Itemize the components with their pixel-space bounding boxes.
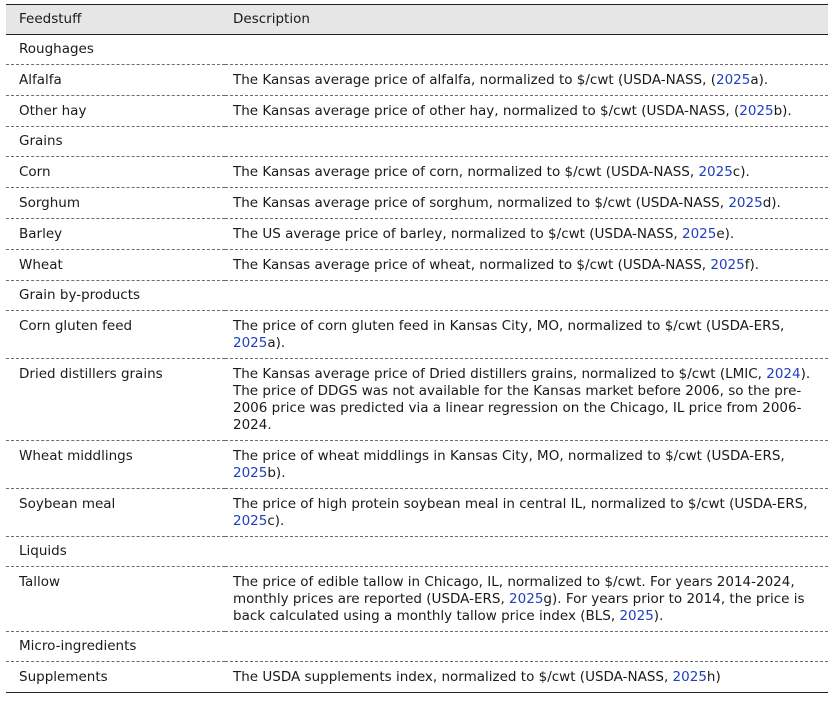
description-text: The Kansas average price of alfalfa, normalized to $/cwt (USDA-NASS, ( xyxy=(233,72,716,88)
feedstuff-description xyxy=(225,188,828,219)
header-feedstuff: Feedstuff xyxy=(19,11,82,27)
description-text: e). xyxy=(716,226,735,242)
section-label: Grains xyxy=(19,133,63,149)
description-text: d). xyxy=(762,195,781,211)
citation-link[interactable]: 2025 xyxy=(739,103,774,119)
citation-link[interactable]: 2025 xyxy=(233,465,268,481)
section-description-empty xyxy=(225,281,828,311)
section-label: Liquids xyxy=(19,543,67,559)
feedstuff-description xyxy=(225,65,828,96)
description-text: The price of edible tallow in Chicago, IL, normalized to $/cwt. For years 2014-2024, monthly prices are reported (USDA-ERS, xyxy=(233,574,795,607)
section-description-empty xyxy=(225,537,828,567)
description-text: The Kansas average price of corn, normalized to $/cwt (USDA-NASS, xyxy=(233,164,699,180)
feedstuff-description xyxy=(225,359,828,441)
description-text: a). xyxy=(267,335,286,351)
feedstuff-name: Barley xyxy=(19,226,63,242)
description-text: The Kansas average price of wheat, normalized to $/cwt (USDA-NASS, xyxy=(233,257,711,273)
section-label: Micro-ingredients xyxy=(19,638,137,654)
section-description-empty xyxy=(225,35,828,65)
table-row xyxy=(6,96,828,127)
section-label: Grain by-products xyxy=(19,287,141,303)
feedstuff-description xyxy=(225,489,828,537)
citation-link[interactable]: 2025 xyxy=(698,164,733,180)
description-text: c). xyxy=(732,164,750,180)
feedstuff-name: Corn xyxy=(19,164,51,180)
table-row xyxy=(6,157,828,188)
feedstuff-description xyxy=(225,441,828,489)
description-text: The Kansas average price of sorghum, normalized to $/cwt (USDA-NASS, xyxy=(233,195,729,211)
description-text: g). For years prior to 2014, the price is back calculated using a monthly tallow price index (BLS, xyxy=(233,591,805,624)
feedstuff-description xyxy=(225,567,828,632)
section-row xyxy=(6,35,828,65)
description-text: b). xyxy=(773,103,792,119)
description-text: The price of wheat middlings in Kansas City, MO, normalized to $/cwt (USDA-ERS, xyxy=(233,448,785,464)
section-row xyxy=(6,632,828,662)
feedstuff-name: Sorghum xyxy=(19,195,80,211)
description-text: f). xyxy=(744,257,760,273)
table-row xyxy=(6,65,828,96)
description-text: The Kansas average price of other hay, normalized to $/cwt (USDA-NASS, ( xyxy=(233,103,740,119)
section-row xyxy=(6,281,828,311)
description-text: h) xyxy=(706,669,721,685)
description-text: The Kansas average price of Dried distillers grains, normalized to $/cwt (LMIC, xyxy=(233,366,767,382)
section-row xyxy=(6,537,828,567)
citation-link[interactable]: 2025 xyxy=(728,195,763,211)
table-row xyxy=(6,219,828,250)
citation-link[interactable]: 2025 xyxy=(233,513,268,529)
description-text: b). xyxy=(267,465,286,481)
feedstuff-description xyxy=(225,311,828,359)
table-body xyxy=(6,35,828,693)
table-row xyxy=(6,250,828,281)
feedstuff-name: Dried distillers grains xyxy=(19,366,163,382)
feedstuff-description xyxy=(225,219,828,250)
feedstuff-name: Wheat middlings xyxy=(19,448,133,464)
table-row xyxy=(6,359,828,441)
feedstuff-name: Wheat xyxy=(19,257,63,273)
citation-link[interactable]: 2025 xyxy=(715,72,751,88)
citation-link[interactable]: 2024 xyxy=(766,366,801,382)
section-row xyxy=(6,127,828,157)
description-text: The USDA supplements index, normalized to $/cwt (USDA-NASS, xyxy=(233,669,673,685)
feedstuff-name: Alfalfa xyxy=(19,72,62,88)
feedstuff-description xyxy=(225,250,828,281)
citation-link[interactable]: 2025 xyxy=(509,591,544,607)
description-text: c). xyxy=(267,513,285,529)
feedstuff-name: Other hay xyxy=(19,103,87,119)
table-row xyxy=(6,441,828,489)
table-row xyxy=(6,188,828,219)
feedstuff-description xyxy=(225,96,828,127)
citation-link[interactable]: 2025 xyxy=(619,608,654,624)
header-description: Description xyxy=(233,11,310,27)
description-text: ). xyxy=(653,608,664,624)
description-text: a). xyxy=(750,72,769,88)
citation-link[interactable]: 2025 xyxy=(710,257,745,273)
table-header-row xyxy=(6,5,828,35)
description-text: The price of corn gluten feed in Kansas City, MO, normalized to $/cwt (USDA-ERS, xyxy=(233,318,785,334)
section-description-empty xyxy=(225,127,828,157)
description-text: ). The price of DDGS was not available for the Kansas market before 2006, so the pre-2006 price was predicted via a linear regression on the Chicago, IL price from 2006-2024. xyxy=(233,366,811,433)
feedstuff-name: Tallow xyxy=(19,574,61,590)
feedstuff-name: Soybean meal xyxy=(19,496,116,512)
feedstuff-description xyxy=(225,157,828,188)
feedstuff-description xyxy=(225,662,828,693)
table-row xyxy=(6,567,828,632)
citation-link[interactable]: 2025 xyxy=(233,335,268,351)
table-row xyxy=(6,662,828,693)
feedstuff-name: Corn gluten feed xyxy=(19,318,133,334)
section-description-empty xyxy=(225,632,828,662)
citation-link[interactable]: 2025 xyxy=(672,669,707,685)
description-text: The price of high protein soybean meal in central IL, normalized to $/cwt (USDA-ERS, xyxy=(233,496,808,512)
section-label: Roughages xyxy=(19,41,94,57)
table-row xyxy=(6,489,828,537)
description-text: The US average price of barley, normalized to $/cwt (USDA-NASS, xyxy=(233,226,682,242)
table-row xyxy=(6,311,828,359)
feedstuff-name: Supplements xyxy=(19,669,108,685)
citation-link[interactable]: 2025 xyxy=(682,226,717,242)
feedstuff-table xyxy=(6,4,828,693)
